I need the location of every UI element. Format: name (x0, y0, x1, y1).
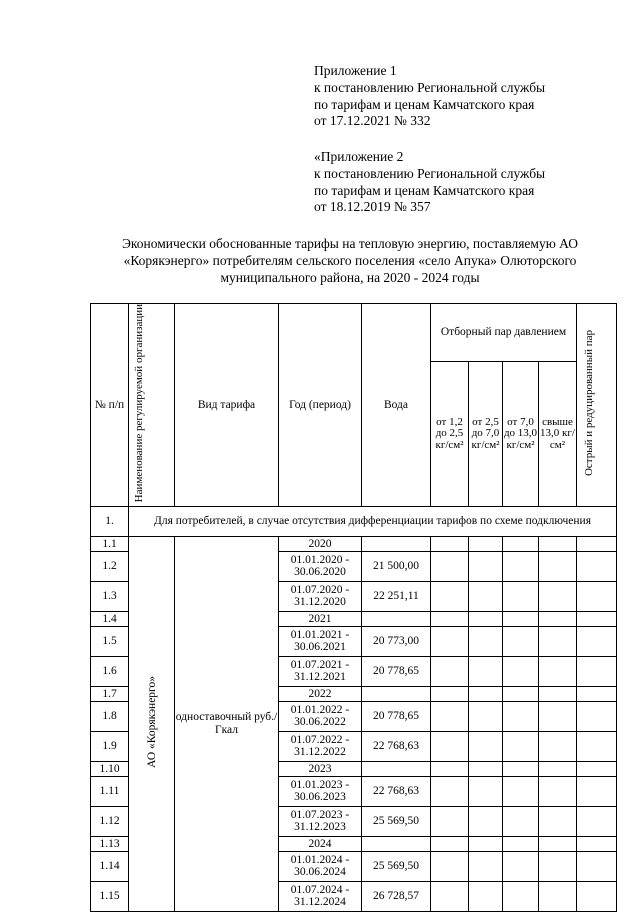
row-num: 1.1 (91, 536, 129, 551)
row-num: 1.2 (91, 551, 129, 581)
row-period: 01.01.2023 - 30.06.2023 (279, 776, 362, 806)
row-num: 1.11 (91, 776, 129, 806)
row-num: 1.7 (91, 686, 129, 701)
row-water (362, 686, 431, 701)
row-water: 22 768,63 (362, 731, 431, 761)
appendix-line: Приложение 1 (314, 63, 397, 78)
row-water (362, 836, 431, 851)
row-num: 1.6 (91, 656, 129, 686)
row-period: 01.01.2021 - 30.06.2021 (279, 626, 362, 656)
header-water: Вода (362, 304, 431, 507)
header-period: Год (период) (279, 304, 362, 507)
row-period: 2024 (279, 836, 362, 851)
header-sharp (577, 304, 617, 507)
appendix-line: от 17.12.2021 № 332 (314, 113, 431, 129)
row-water: 25 569,50 (362, 851, 431, 881)
row-period: 01.01.2022 - 30.06.2022 (279, 701, 362, 731)
row-period: 2021 (279, 611, 362, 626)
row-num: 1.8 (91, 701, 129, 731)
row-num: 1.12 (91, 806, 129, 836)
row-num: 1.9 (91, 731, 129, 761)
row-water: 26 728,57 (362, 881, 431, 911)
appendix-line: по тарифам и ценам Камчатского края (314, 182, 535, 198)
appendix-line: по тарифам и ценам Камчатского края (314, 96, 535, 112)
header-steam-1: от 1,2 до 2,5 кг/см² (431, 361, 469, 506)
document-title: Экономически обоснованные тарифы на тепловую энергию, поставляемую АО «Корякэнерго» потребителям сельского поселения «село Апука» Олюторского муниципального района, на 2020 - 2024 годы (121, 236, 578, 285)
header-org-label: Наименование регулируемой организации (132, 304, 145, 503)
section-num: 1. (91, 506, 129, 536)
row-water (362, 761, 431, 776)
header-steam-3: от 7,0 до 13,0 кг/см² (503, 361, 539, 506)
appendix-line: «Приложение 2 (314, 149, 404, 164)
appendix-2-header (314, 149, 545, 216)
row-num: 1.15 (91, 881, 129, 911)
row-water: 20 778,65 (362, 656, 431, 686)
row-period: 01.01.2020 - 30.06.2020 (279, 551, 362, 581)
org-name: АО «Корякэнерго» (145, 676, 158, 768)
section-text: Для потребителей, в случае отсутствия дифференциации тарифов по схеме подключения (129, 506, 617, 536)
row-num: 1.14 (91, 851, 129, 881)
row-period: 2023 (279, 761, 362, 776)
row-period: 01.01.2024 - 30.06.2024 (279, 851, 362, 881)
row-num: 1.4 (91, 611, 129, 626)
row-period: 2020 (279, 536, 362, 551)
row-num: 1.5 (91, 626, 129, 656)
row-period: 2022 (279, 686, 362, 701)
header-steam-group: Отборный пар давлением (431, 304, 577, 362)
row-num: 1.10 (91, 761, 129, 776)
header-steam-2: от 2,5 до 7,0 кг/см² (469, 361, 503, 506)
appendix-line: к постановлению Региональной службы (314, 79, 546, 95)
table-row (91, 536, 617, 551)
row-water: 22 768,63 (362, 776, 431, 806)
row-period: 01.07.2023 - 31.12.2023 (279, 806, 362, 836)
header-org (129, 304, 175, 507)
row-water (362, 611, 431, 626)
row-period: 01.07.2021 - 31.12.2021 (279, 656, 362, 686)
header-sharp-label: Острый и редуцированный пар (582, 330, 595, 477)
appendix-line: от 18.12.2019 № 357 (314, 199, 431, 215)
header-steam-4: свыше 13,0 кг/см² (539, 361, 577, 506)
row-water: 20 773,00 (362, 626, 431, 656)
row-water (362, 536, 431, 551)
row-period: 01.07.2024 - 31.12.2024 (279, 881, 362, 911)
header-tariff-type: Вид тарифа (175, 304, 279, 507)
row-water: 25 569,50 (362, 806, 431, 836)
row-num: 1.3 (91, 581, 129, 611)
tariff-table (90, 303, 617, 912)
appendix-1-header (314, 63, 545, 130)
row-water: 20 778,65 (362, 701, 431, 731)
row-num: 1.13 (91, 836, 129, 851)
row-period: 01.07.2020 - 31.12.2020 (279, 581, 362, 611)
tariff-type-cell: одноставочный руб./Гкал (175, 536, 279, 911)
row-period: 01.07.2022 - 31.12.2022 (279, 731, 362, 761)
header-num: № п/п (91, 304, 129, 507)
org-cell (129, 536, 175, 911)
row-water: 22 251,11 (362, 581, 431, 611)
row-water: 21 500,00 (362, 551, 431, 581)
appendix-line: к постановлению Региональной службы (314, 165, 546, 181)
